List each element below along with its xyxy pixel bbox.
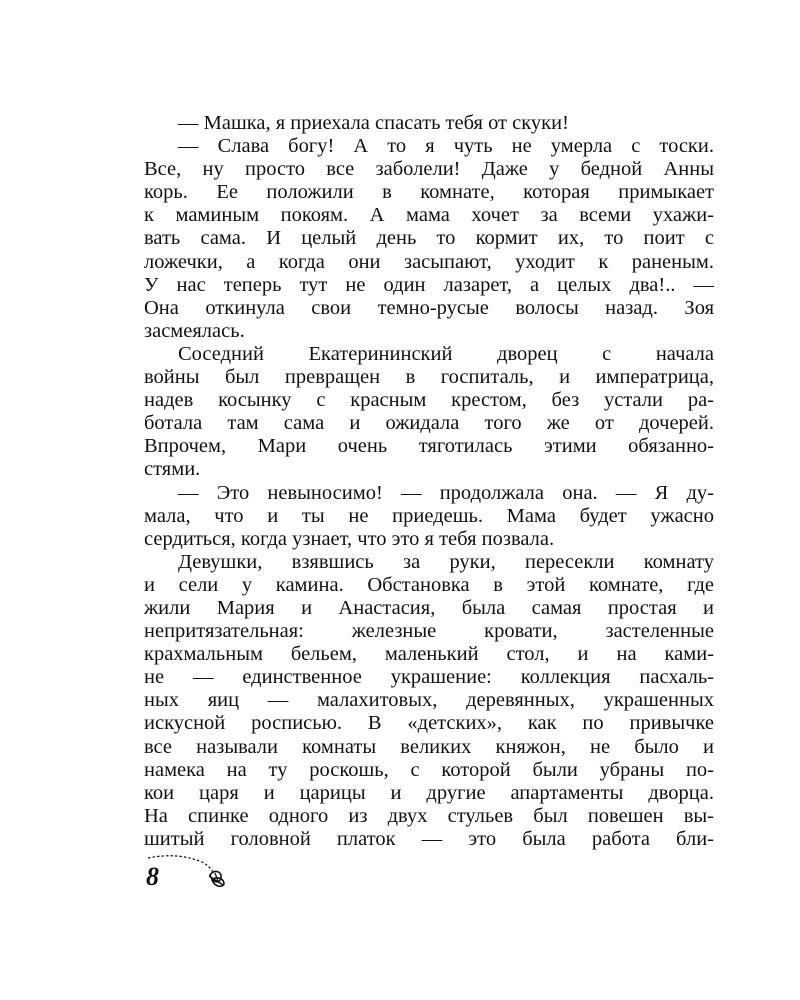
text-line: Все, ну просто все заболели! Даже у бедной Анны bbox=[144, 158, 714, 181]
text-line: Девушки, взявшись за руки, пересекли комнату bbox=[178, 550, 714, 573]
text-line: искусной росписью. В «детских», как по привычке bbox=[144, 712, 714, 735]
text-line: У нас теперь тут не один лазарет, а целых два!.. — bbox=[144, 273, 714, 296]
text-line: корь. Ее положили в комнате, которая примыкает bbox=[144, 181, 714, 204]
text-line: не — единственное украшение: коллекция пасхаль- bbox=[144, 666, 714, 689]
text-line: На спинке одного из двух стульев был повешен вы- bbox=[144, 804, 714, 827]
text-line: Она откинула свои темно-русые волосы назад. Зоя bbox=[144, 296, 714, 319]
text-line: шитый головной платок — это была работа бли- bbox=[144, 827, 714, 850]
text-line: ботала там сама и ожидала того же от дочерей. bbox=[144, 412, 714, 435]
text-line: войны был превращен в госпиталь, и императрица, bbox=[144, 366, 714, 389]
text-line: мала, что и ты не приедешь. Мама будет ужасно bbox=[144, 504, 714, 527]
page-body-text bbox=[144, 112, 714, 851]
text-line: Соседний Екатерининский дворец с начала bbox=[178, 342, 714, 365]
text-line: — Машка, я приехала спасать тебя от скуки! bbox=[178, 112, 569, 134]
text-line: сердиться, когда узнает, что это я тебя позвала. bbox=[144, 527, 555, 550]
text-line: засмеялась. bbox=[144, 319, 245, 342]
text-line: жили Мария и Анастасия, была самая простая и bbox=[144, 596, 714, 619]
text-line: ложечки, а когда они засыпают, уходит к раненым. bbox=[144, 250, 714, 273]
text-line: — Это невыносимо! — продолжала она. — Я ду- bbox=[178, 481, 714, 504]
text-line: кои царя и царицы и другие апартаменты дворца. bbox=[144, 781, 714, 804]
text-line: стями. bbox=[144, 458, 201, 481]
text-line: крахмальным бельем, маленький стол, и на ками- bbox=[144, 643, 714, 666]
text-line: — Слава богу! А то я чуть не умерла с тоски. bbox=[178, 135, 714, 158]
text-line: надев косынку с красным крестом, без устали ра- bbox=[144, 389, 714, 412]
text-line: намека на ту роскошь, с которой были убраны по- bbox=[144, 758, 714, 781]
page-number: 8 bbox=[146, 862, 159, 891]
text-line: ных яиц — малахитовых, деревянных, украшенных bbox=[144, 689, 714, 712]
text-line: все называли комнаты великих княжон, не было и bbox=[144, 735, 714, 758]
text-line: непритязательная: железные кровати, застеленные bbox=[144, 620, 714, 643]
text-line: и сели у камина. Обстановка в этой комнате, где bbox=[144, 573, 714, 596]
text-line: Впрочем, Мари очень тяготилась этими обязанно- bbox=[144, 435, 714, 458]
text-line: к маминым покоям. А мама хочет за всеми ухажи- bbox=[144, 204, 714, 227]
text-line: вать сама. И целый день то кормит их, то поит с bbox=[144, 227, 714, 250]
